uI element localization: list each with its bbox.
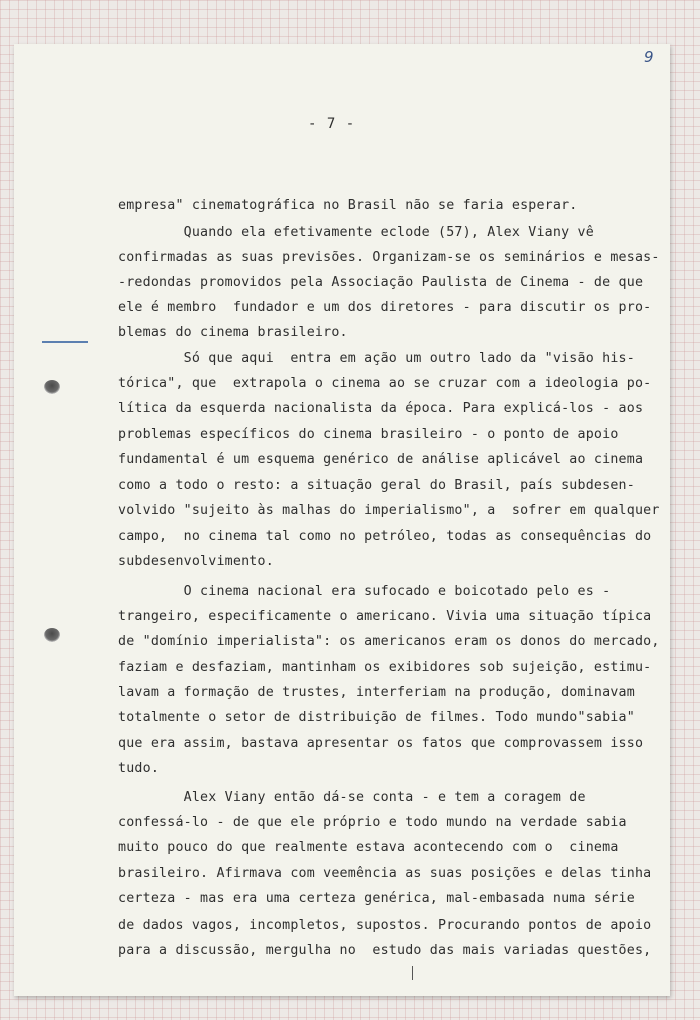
text-line: faziam e desfaziam, mantinham os exibidores sob sujeição, estimu- xyxy=(118,660,652,675)
text-line: de "domínio imperialista": os americanos eram os donos do mercado, xyxy=(118,634,660,649)
folio-mark: 9 xyxy=(644,48,654,66)
text-line: tudo. xyxy=(118,761,160,776)
punch-hole xyxy=(44,628,60,642)
text-line: de dados vagos, incompletos, supostos. Procurando pontos de apoio xyxy=(118,918,652,933)
text-line: tórica", que extrapola o cinema ao se cruzar com a ideologia po- xyxy=(118,376,652,391)
text-line: subdesenvolvimento. xyxy=(118,554,274,569)
text-line: O cinema nacional era sufocado e boicotado pelo es - xyxy=(118,584,611,599)
punch-hole xyxy=(44,380,60,394)
text-line: campo, no cinema tal como no petróleo, todas as consequências do xyxy=(118,529,652,544)
text-line: como a todo o resto: a situação geral do Brasil, país subdesen- xyxy=(118,478,635,493)
text-line: confirmadas as suas previsões. Organizam-se os seminários e mesas- xyxy=(118,250,660,265)
text-line: totalmente o setor de distribuição de filmes. Todo mundo"sabia" xyxy=(118,710,635,725)
text-line: lítica da esquerda nacionalista da época. Para explicá-los - aos xyxy=(118,401,644,416)
text-line: muito pouco do que realmente estava acontecendo com o cinema xyxy=(118,840,619,855)
text-line: Quando ela efetivamente eclode (57), Alex Viany vê xyxy=(118,225,594,240)
text-line: volvido "sujeito às malhas do imperialismo", a sofrer em qualquer xyxy=(118,503,660,518)
text-line: brasileiro. Afirmava com veemência as suas posições e delas tinha xyxy=(118,866,652,881)
text-line: trangeiro, especificamente o americano. Vivia uma situação típica xyxy=(118,609,652,624)
text-line: Só que aqui entra em ação um outro lado da "visão his- xyxy=(118,351,635,366)
margin-pen-mark xyxy=(42,341,88,343)
page-number: - 7 - xyxy=(308,116,356,132)
pencil-tick xyxy=(412,966,413,980)
text-line: -redondas promovidos pela Associação Paulista de Cinema - de que xyxy=(118,275,644,290)
text-line: fundamental é um esquema genérico de análise aplicável ao cinema xyxy=(118,452,644,467)
text-line: Alex Viany então dá-se conta - e tem a coragem de xyxy=(118,790,586,805)
text-line: lavam a formação de trustes, interferiam na produção, dominavam xyxy=(118,685,635,700)
text-line: certeza - mas era uma certeza genérica, mal-embasada numa série xyxy=(118,891,635,906)
text-line: empresa" cinematográfica no Brasil não se faria esperar. xyxy=(118,198,578,213)
text-line: blemas do cinema brasileiro. xyxy=(118,325,348,340)
text-line: problemas específicos do cinema brasileiro - o ponto de apoio xyxy=(118,427,619,442)
text-line: que era assim, bastava apresentar os fatos que comprovassem isso xyxy=(118,736,644,751)
text-line: para a discussão, mergulha no estudo das mais variadas questões, xyxy=(118,943,652,958)
text-line: confessá-lo - de que ele próprio e todo mundo na verdade sabia xyxy=(118,815,627,830)
text-line: ele é membro fundador e um dos diretores - para discutir os pro- xyxy=(118,300,652,315)
document-page xyxy=(14,44,670,996)
